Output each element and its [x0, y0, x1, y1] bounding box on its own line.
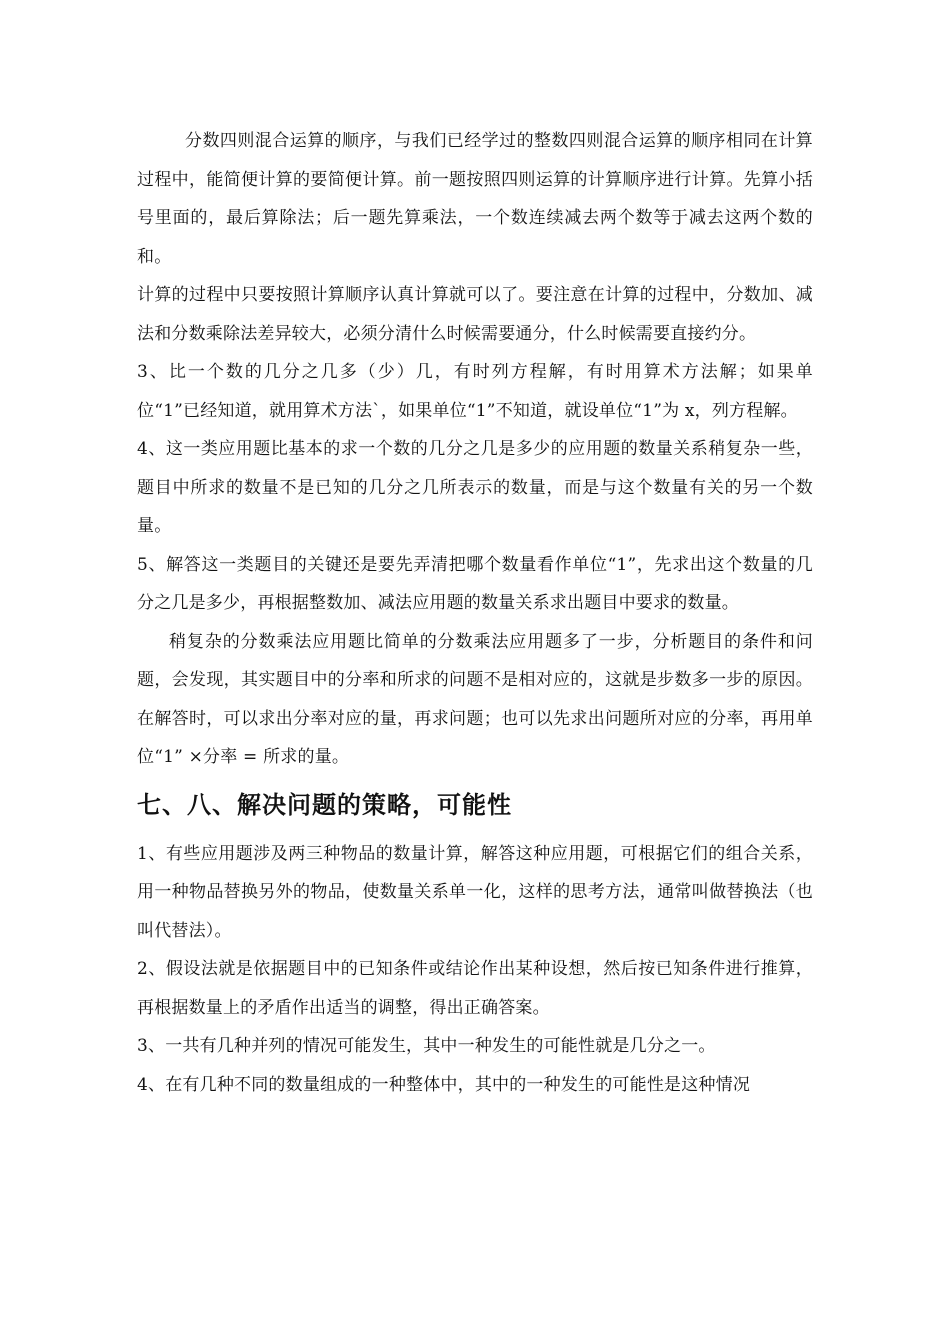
paragraph-calculation-note: 计算的过程中只要按照计算顺序认真计算就可以了。要注意在计算的过程中，分数加、减法和分数乘除法差异较大，必须分清什么时候需要通分，什么时候需要直接约分。	[137, 285, 813, 344]
paragraph-strategy-1: 1、有些应用题涉及两三种物品的数量计算，解答这种应用题，可根据它们的组合关系，用一种物品替换另外的物品，使数量关系单一化，这样的思考方法，通常叫做替换法（也叫代替法）。	[137, 843, 813, 941]
paragraph-point-4: 4、这一类应用题比基本的求一个数的几分之几是多少的应用题的数量关系稍复杂一些，题目中所求的数量不是已知的几分之几所表示的数量，而是与这个数量有关的另一个数量。	[137, 439, 813, 536]
paragraph-point-3: 3、比一个数的几分之几多（少）几，有时列方程解，有时用算术方法解；如果单位“1”已经知道，就用算术方法`，如果单位“1”不知道，就设单位“1”为 x，列方程解。	[137, 362, 813, 421]
paragraph-strategy-4: 4、在有几种不同的数量组成的一种整体中，其中的一种发生的可能性是这种情况	[137, 1074, 751, 1095]
section-heading: 七、八、解决问题的策略，可能性	[137, 790, 512, 819]
paragraph-strategy-2: 2、假设法就是依据题目中的已知条件或结论作出某种设想，然后按已知条件进行推算，再根据数量上的矛盾作出适当的调整，得出正确答案。	[137, 959, 813, 1018]
paragraph-mixed-operations-order: 分数四则混合运算的顺序，与我们已经学过的整数四则混合运算的顺序相同在计算过程中，能简便计算的要简便计算。前一题按照四则运算的计算顺序进行计算。先算小括号里面的，最后算除法；后一题先算乘法，一个数连续减去两个数等于减去这两个数的和。	[137, 131, 813, 267]
document-body	[137, 122, 813, 1104]
paragraph-strategy-3: 3、一共有几种并列的情况可能发生，其中一种发生的可能性就是几分之一。	[137, 1036, 716, 1056]
paragraph-fraction-multiplication: 稍复杂的分数乘法应用题比简单的分数乘法应用题多了一步，分析题目的条件和问题，会发现，其实题目中的分率和所求的问题不是相对应的，这就是步数多一步的原因。在解答时，可以求出分率对应的量，再求问题；也可以先求出问题所对应的分率，再用单位“1” ×分率 = 所求的量。	[137, 631, 813, 767]
paragraph-point-5: 5、解答这一类题目的关键还是要先弄清把哪个数量看作单位“1”，先求出这个数量的几分之几是多少，再根据整数加、减法应用题的数量关系求出题目中要求的数量。	[137, 554, 813, 613]
